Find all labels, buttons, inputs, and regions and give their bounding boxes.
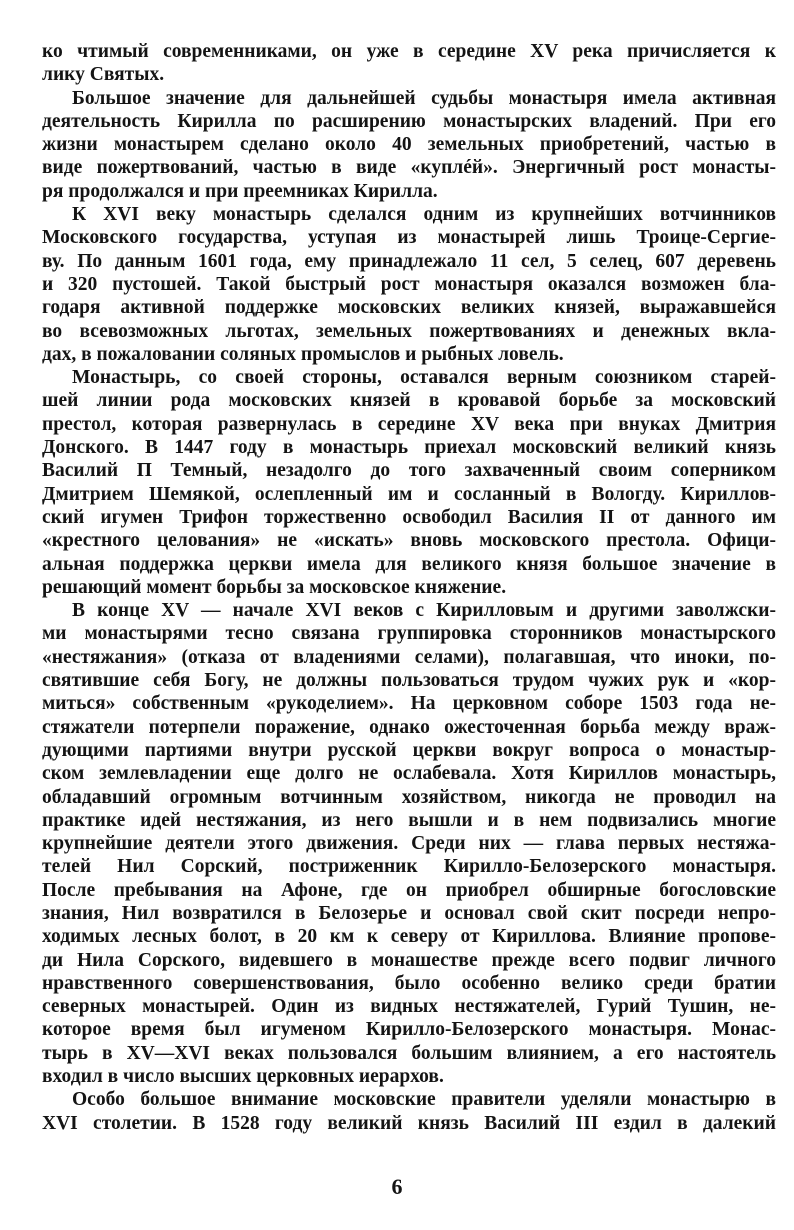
text-line: ском землевладении еще долго не ослабевала. Хотя Кириллов монастырь, — [42, 763, 776, 785]
text-line: решающий момент борьбы за московское княжение. — [42, 576, 507, 598]
paragraph — [42, 599, 776, 1088]
text-line: ди Нила Сорского, видевшего в монашестве прежде всего подвиг личного — [42, 949, 776, 971]
text-line: крупнейшие деятели этого движения. Среди них — глава первых нестяжа- — [42, 833, 776, 855]
text-line: В конце XV — начале XVI веков с Кирилловым и другими заволжски- — [72, 600, 776, 622]
text-line: альная поддержка церкви имела для великого князя большое значение в — [42, 553, 776, 575]
text-line: во всевозможных льготах, земельных пожертвованиях и денежных вкла- — [42, 320, 776, 342]
page-number: 6 — [391, 1174, 403, 1199]
text-line: ский игумен Трифон торжественно освободил Василия II от данного им — [42, 506, 776, 528]
text-line: «крестного целования» не «искать» вновь московского престола. Офици- — [42, 530, 776, 552]
text-line: входил в число высших церковных иерархов. — [42, 1066, 444, 1088]
text-line: годаря активной поддержке московских великих князей, выражавшейся — [42, 297, 776, 319]
text-line: Особо большое внимание московские правители уделяли монастырю в — [72, 1089, 776, 1111]
text-line: и 320 пустошей. Такой быстрый рост монастыря оказался возможен бла- — [42, 273, 776, 295]
text-line: северных монастырей. Один из видных нестяжателей, Гурий Тушин, не- — [42, 996, 776, 1018]
text-line: миться» собственным «рукоделием». На церковном соборе 1503 года не- — [42, 693, 776, 715]
page-body-text — [42, 40, 776, 1135]
text-line: дах, в пожаловании соляных промыслов и рыбных ловель. — [42, 343, 564, 365]
text-line: Большое значение для дальнейшей судьбы монастыря имела активная — [72, 87, 776, 109]
text-line: ву. По данным 1601 года, ему принадлежало 11 сел, 5 селец, 607 деревень — [42, 250, 776, 272]
text-line: престол, которая развернулась в середине XV века при внуках Дмитрия — [42, 413, 776, 435]
text-line: ходимых лесных болот, в 20 км к северу от Кириллова. Влияние пропове- — [42, 926, 776, 948]
text-line: Василий П Темный, незадолго до того захваченный своим соперником — [42, 460, 776, 482]
paragraph — [42, 40, 776, 87]
text-line: XVI столетии. В 1528 году великий князь Василий III ездил в далекий — [42, 1112, 776, 1134]
text-line: После пребывания на Афоне, где он приобрел обширные богословские — [42, 879, 776, 901]
paragraph — [42, 366, 776, 599]
text-line: нравственного совершенствования, было особенно велико среди братии — [42, 972, 776, 994]
text-line: знания, Нил возвратился в Белозерье и основал свой скит посреди непро- — [42, 902, 776, 924]
paragraph — [42, 203, 776, 366]
paragraph — [42, 87, 776, 203]
text-line: лику Святых. — [42, 64, 165, 86]
text-line: К XVI веку монастырь сделался одним из крупнейших вотчинников — [72, 204, 776, 226]
text-line: Дмитрием Шемякой, ослепленный им и сосланный в Вологду. Кириллов- — [42, 483, 776, 505]
text-line: жизни монастырем сделано около 40 земельных приобретений, частью в — [42, 134, 776, 156]
text-line: которое время был игуменом Кирилло-Белозерского монастыря. Монас- — [42, 1019, 776, 1041]
text-line: практике идей нестяжания, из него вышли и в нем подвизались многие — [42, 809, 776, 831]
text-line: «нестяжания» (отказа от владениями селами), полагавшая, что иноки, по- — [42, 646, 776, 668]
text-line: Донского. В 1447 году в монастырь приехал московский великий князь — [42, 437, 776, 459]
text-line: ря продолжался и при преемниках Кирилла. — [42, 180, 438, 202]
text-line: Монастырь, со своей стороны, оставался верным союзником старей- — [72, 367, 776, 389]
text-line: стяжатели потерпели поражение, однако ожесточенная борьба между враж- — [42, 716, 776, 738]
text-line: ми монастырями тесно связана группировка сторонников монастырского — [42, 623, 776, 645]
text-line: обладавший огромным вотчинным хозяйством, никогда не проводил на — [42, 786, 776, 808]
text-line: тырь в XV—XVI веках пользовался большим влиянием, а его настоятель — [42, 1042, 776, 1064]
text-line: ко чтимый современниками, он уже в середине XV река причисляется к — [42, 41, 776, 62]
text-line: шей линии рода московских князей в кровавой борьбе за московский — [42, 390, 776, 412]
text-line: дующими партиями внутри русской церкви вокруг вопроса о монастыр- — [42, 739, 776, 761]
paragraph — [42, 1088, 776, 1135]
text-line: Московского государства, уступая из монастырей лишь Троице-Сергие- — [42, 227, 776, 249]
text-line: святившие себя Богу, не должны пользоваться трудом чужих рук и «кор- — [42, 670, 776, 692]
text-line: виде пожертвований, частью в виде «куплéй». Энергичный рост монасты- — [42, 157, 776, 179]
text-line: телей Нил Сорский, постриженник Кирилло-Белозерского монастыря. — [42, 856, 776, 878]
text-line: деятельность Кирилла по расширению монастырских владений. При его — [42, 110, 776, 132]
